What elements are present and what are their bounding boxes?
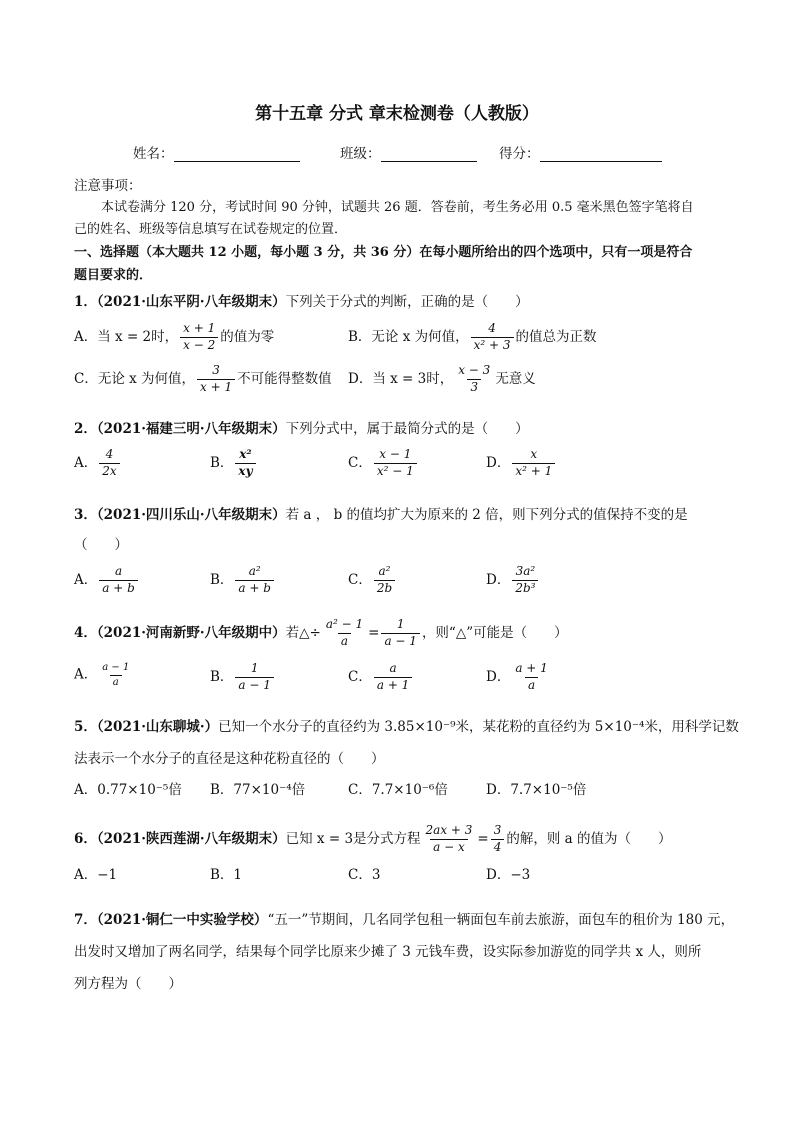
q6-option-c[interactable]: C．3 [348,867,381,883]
q4-option-d[interactable]: D． $\frac{a + 1}{a}$ [486,661,548,692]
q4-option-c[interactable]: C． $\frac{a}{a + 1}$ [348,662,414,693]
q3-option-c[interactable]: C． $\frac{\text{a²}}{2b}$ [348,565,397,596]
question-5-stem: 5．（2021·山东聊城·）已知一个水分子的直径约为 3.85×10⁻⁹米，某花粉的直径约为 5×10⁻⁴米，用科学记数 [74,719,739,735]
q3-option-a[interactable]: A． $\frac{a}{a + b}$ [74,565,140,596]
question-5-stem-2: 法表示一个水分子的直径是这种花粉直径的（ ） [74,751,385,767]
fraction: $\frac{x + 1}{x - 2}$ [180,322,218,353]
question-2-stem: 2．（2021·福建三明·八年级期末）下列分式中，属于最简分式的是（ ） [74,421,529,437]
q6-option-a[interactable]: A．−1 [74,867,118,883]
fraction: $\frac{3}{x + 1}$ [197,364,235,395]
notes-line-1: 本试卷满分 120 分，考试时间 90 分钟，试题共 26 题．答卷前，考生务必用 0.5 毫米黑色签字笔将自 [101,200,694,215]
question-6-stem: 6．（2021·陕西莲湖·八年级期末）已知 x = 3是分式方程 $\frac{2ax + 3}{a - x}$ = $\frac{3}{4}$ 的解，则 a 的值为（ ） [74,823,672,854]
q5-option-b[interactable]: B．77×10⁻⁴倍 [210,782,306,798]
q5-option-a[interactable]: A．0.77×10⁻⁵倍 [74,782,182,798]
class-field [340,146,477,162]
q2-option-a[interactable]: A． $\frac{4}{2x}$ [74,448,122,479]
name-label: 姓名： [133,146,174,162]
question-7-line-2: 出发时又增加了两名同学，结果每个同学比原来少摊了 3 元钱车费，设实际参加游览的同学共 x 人，则所 [74,944,702,960]
q1-option-c[interactable]: C．无论 x 为何值， $\frac{3}{x + 1}$ 不可能得整数值 [74,363,332,394]
q5-option-d[interactable]: D．7.7×10⁻⁵倍 [486,782,587,798]
q6-option-d[interactable]: D．−3 [486,867,531,883]
section-heading-line-1: 一、选择题（本大题共 12 小题，每小题 3 分，共 36 分）在每小题所给出的四个选项中，只有一项是符合 [74,245,693,260]
score-label: 得分： [499,146,540,162]
fraction: $\frac{4}{\text{x² + 3}}$ [471,322,514,353]
q3-option-d[interactable]: D． $\frac{\text{3a²}}{\text{2b³}}$ [486,565,540,596]
q1-option-d[interactable]: D．当 x = 3时， $\frac{x - 3}{3}$ 无意义 [348,363,536,394]
question-3-stem: 3．（2021·四川乐山·八年级期末）若 a ， b 的值均扩大为原来的 2 倍，则下列分式的值保持不变的是 [74,507,688,523]
question-1-stem [74,294,529,310]
fraction: $\frac{x - 3}{3}$ [458,363,491,394]
question-3-stem-2: （ ） [74,537,128,553]
q5-option-c[interactable]: C．7.7×10⁻⁶倍 [348,782,448,798]
q3-option-b[interactable]: B． $\frac{\text{a²}}{a + b}$ [210,565,276,596]
page-title: 第十五章 分式 章末检测卷（人教版） [255,104,539,124]
score-blank[interactable] [540,147,662,162]
class-blank[interactable] [381,147,477,162]
q6-option-b[interactable]: B．1 [210,867,243,883]
notes-heading: 注意事项： [74,178,142,194]
name-blank[interactable] [174,147,300,162]
q2-option-b[interactable]: B． $\frac{\text{x²}}{xy}$ [210,448,258,479]
q1-option-a[interactable]: A．当 x = 2时， $\frac{x + 1}{x - 2}$ 的值为零 [74,321,275,352]
question-7-line-3: 列方程为（ ） [74,976,182,992]
q4-option-b[interactable]: B． $\frac{1}{a - 1}$ [210,662,276,693]
q1-option-b[interactable]: B．无论 x 为何值， $\frac{4}{\text{x² + 3}}$ 的值总为正数 [348,321,597,352]
q2-option-d[interactable]: D． $\frac{x}{\text{x² + 1}}$ [486,448,557,479]
section-heading-line-2: 题目要求的． [74,268,153,283]
score-field [499,146,662,162]
class-label: 班级： [340,146,381,162]
question-number: 1． [74,294,97,310]
question-4-stem: 4．（2021·河南新野·八年级期中）若△÷ $\frac{\text{a² − 1}}{a}$ = $\frac{1}{a - 1}$ ，则“△”可能是（ ） [74,617,568,648]
name-field [133,146,300,162]
q2-option-c[interactable]: C． $\frac{x - 1}{\text{x² − 1}}$ [348,448,419,479]
question-7-stem: 7．（2021·铜仁一中实验学校）“五一”节期间，几名同学包租一辆面包车前去旅游，面包车的租价为 180 元， [74,912,735,928]
question-text: 下列关于分式的判断，正确的是（ ） [285,294,529,310]
q4-option-a[interactable]: A． $\frac{a - 1}{a}$ [74,662,130,688]
notes-line-2: 己的姓名、班级等信息填写在试卷规定的位置． [74,222,348,237]
question-source: （2021·山东平阴·八年级期末） [96,294,286,310]
